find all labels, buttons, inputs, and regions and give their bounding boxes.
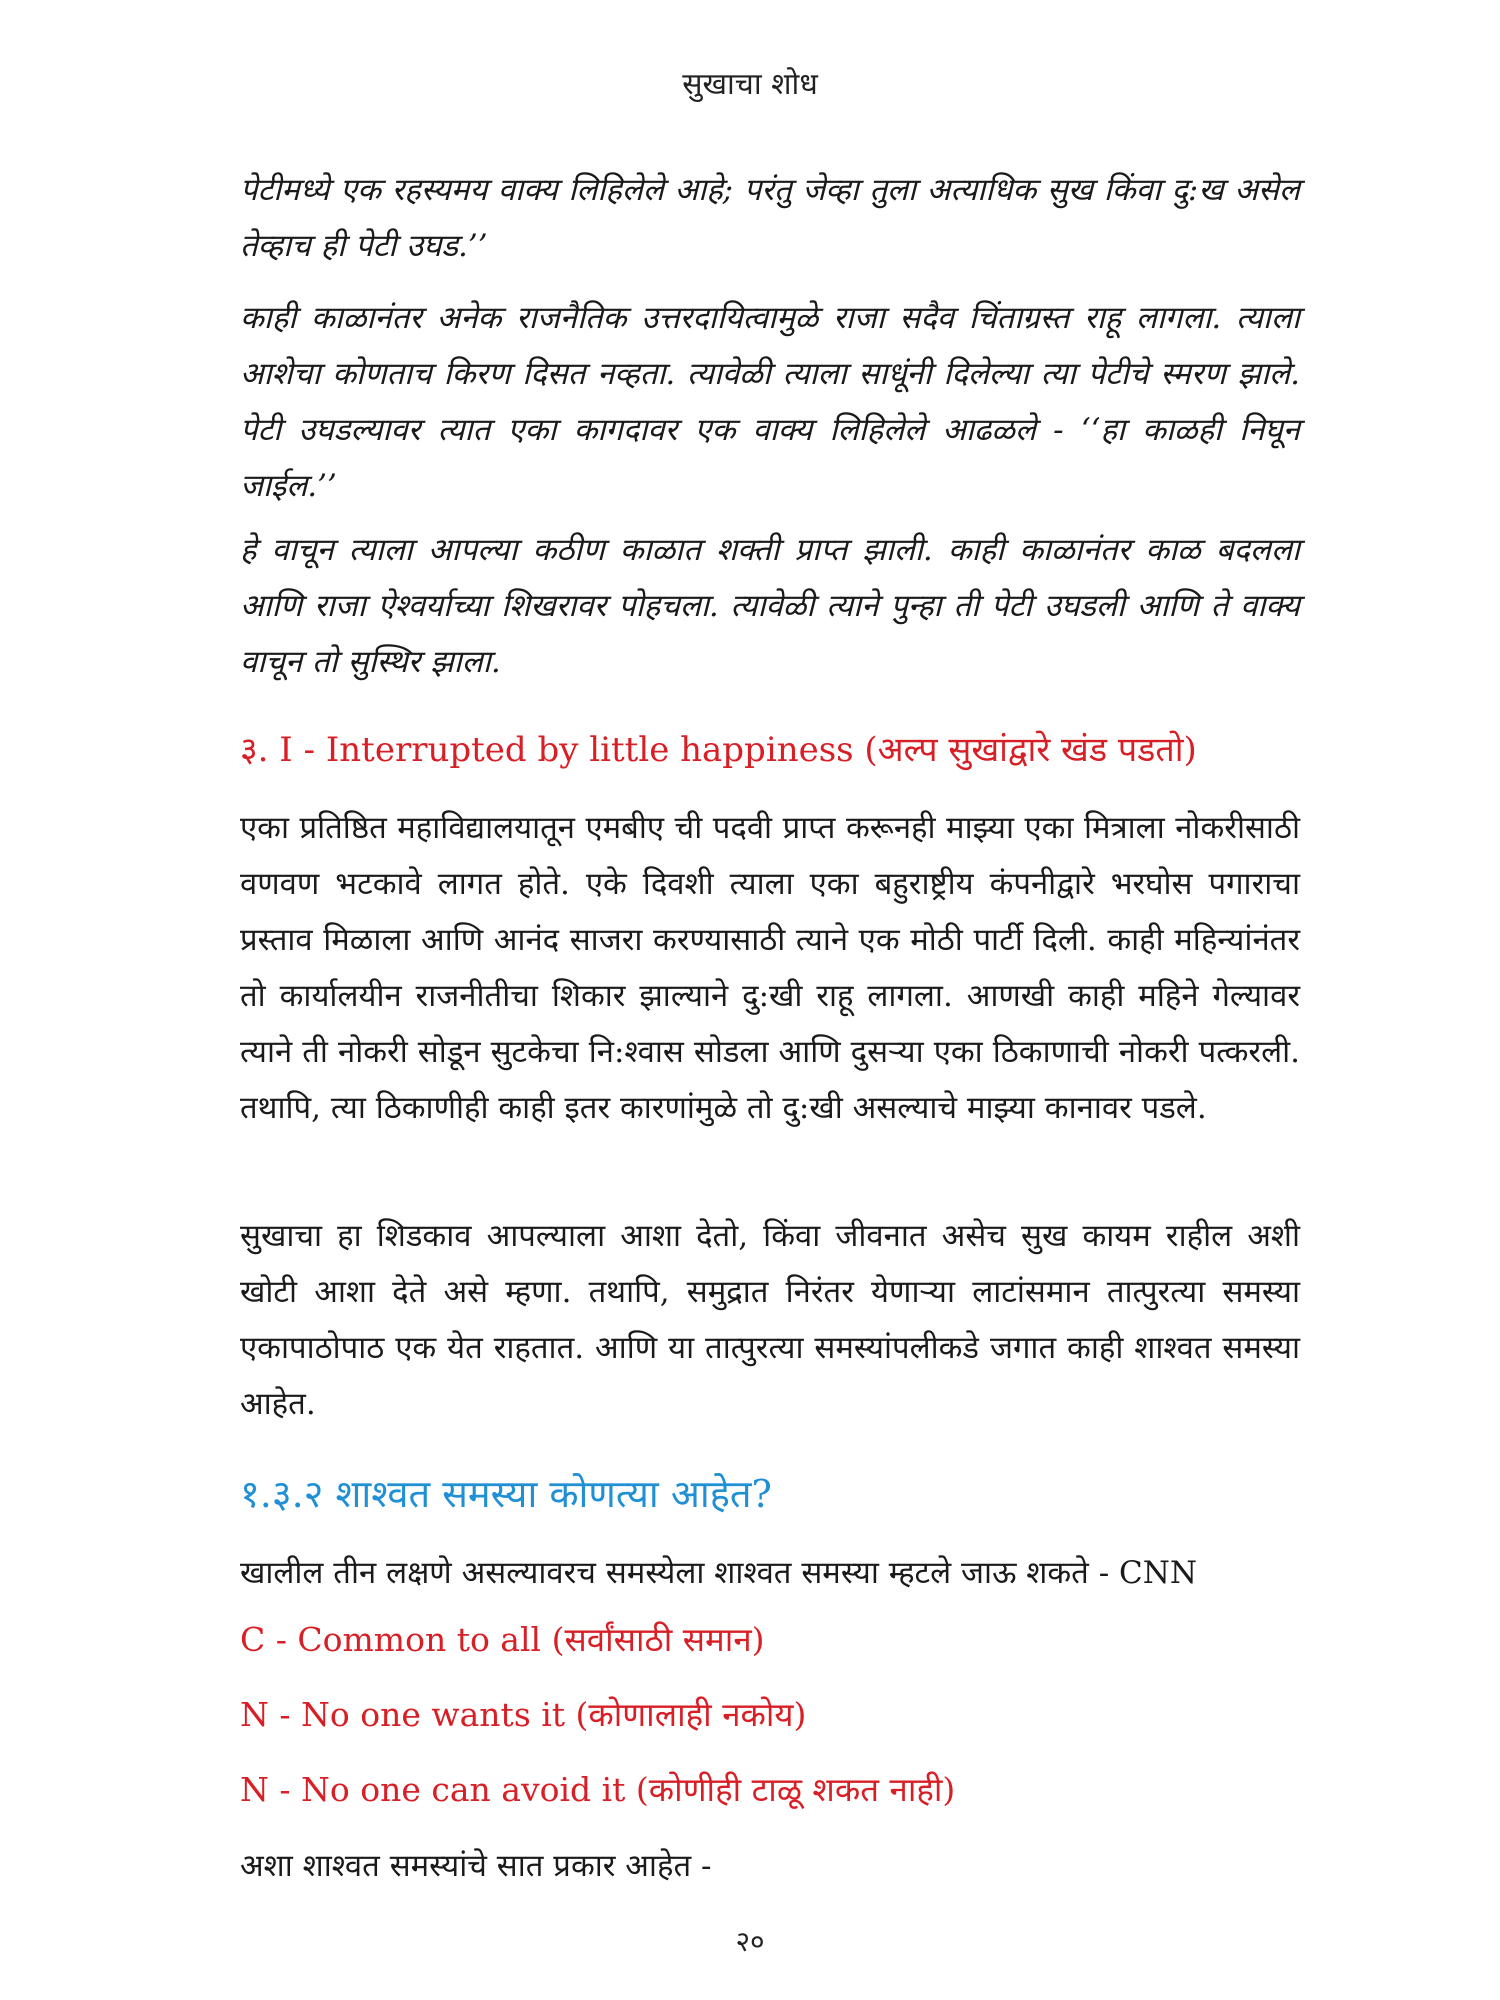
story-paragraph-2: काही काळानंतर अनेक राजनैतिक उत्तरदायित्वामुळे राजा सदैव चिंताग्रस्त राहू लागला. त्याला आशेचा कोणताच किरण दिसत नव्हता. त्यावेळी त्याला साधूंनी दिलेल्या त्या पेटीचे स्मरण झाले. पेटी उघडल्यावर त्यात एका कागदावर एक वाक्य लिहिलेले आढळले - ‘‘हा काळही निघून जाईल.’’ <box>240 300 1300 504</box>
body-paragraph-mba-friend: एका प्रतिष्ठित महाविद्यालयातून एमबीए ची पदवी प्राप्त करूनही माझ्या एका मित्राला नोकरीसाठी वणवण भटकावे लागत होते. एके दिवशी त्याला एका बहुराष्ट्रीय कंपनीद्वारे भरघोस पगाराचा प्रस्ताव मिळाला आणि आनंद साजरा करण्यासाठी त्याने एक मोठी पार्टी दिली. काही महिन्यांनंतर तो कार्यालयीन राजनीतीचा शिकार झाल्याने दु:खी राहू लागला. आणखी काही महिने गेल्यावर त्याने ती नोकरी सोडून सुटकेचा नि:श्वास सोडला आणि दुसऱ्या एका ठिकाणाची नोकरी पत्करली. तथापि, त्या ठिकाणीही काही इतर कारणांमुळे तो दु:खी असल्याचे माझ्या कानावर पडले. <box>240 810 1300 1126</box>
running-header: सुखाचा शोध <box>682 67 818 102</box>
cnn-item-no-one-avoid: N - No one can avoid it (कोणीही टाळू शकत नाही) <box>240 1770 956 1809</box>
section-heading-interrupted: ३. I - Interrupted by little happiness (अल्प सुखांद्वारे खंड पडतो) <box>240 730 1197 770</box>
seven-types-line: अशा शाश्वत समस्यांचे सात प्रकार आहेत - <box>240 1848 712 1884</box>
body-paragraph-happiness-spray: सुखाचा हा शिडकाव आपल्याला आशा देतो, किंवा जीवनात असेच सुख कायम राहील अशी खोटी आशा देते असे म्हणा. तथापि, समुद्रात निरंतर येणाऱ्या लाटांसमान तात्पुरत्या समस्या एकापाठोपाठ एक येत राहतात. आणि या तात्पुरत्या समस्यांपलीकडे जगात काही शाश्वत समस्या आहेत. <box>240 1218 1300 1422</box>
story-paragraph-1: पेटीमध्ये एक रहस्यमय वाक्य लिहिलेले आहे; परंतु जेव्हा तुला अत्याधिक सुख किंवा दु:ख असेल तेव्हाच ही पेटी उघड.’’ <box>240 172 1300 264</box>
subsection-heading-eternal-problems: १.३.२ शाश्वत समस्या कोणत्या आहेत? <box>240 1472 772 1516</box>
cnn-intro-line: खालील तीन लक्षणे असल्यावरच समस्येला शाश्वत समस्या म्हटले जाऊ शकते - CNN <box>240 1555 1197 1591</box>
cnn-item-no-one-wants: N - No one wants it (कोणालाही नकोय) <box>240 1695 807 1734</box>
story-paragraph-3: हे वाचून त्याला आपल्या कठीण काळात शक्ती प्राप्त झाली. काही काळानंतर काळ बदलला आणि राजा ऐश्वर्याच्या शिखरावर पोहचला. त्यावेळी त्याने पुन्हा ती पेटी उघडली आणि ते वाक्य वाचून तो सुस्थिर झाला. <box>240 532 1300 680</box>
page-number: २० <box>735 1925 765 1958</box>
cnn-item-common: C - Common to all (सर्वांसाठी समान) <box>240 1620 765 1659</box>
